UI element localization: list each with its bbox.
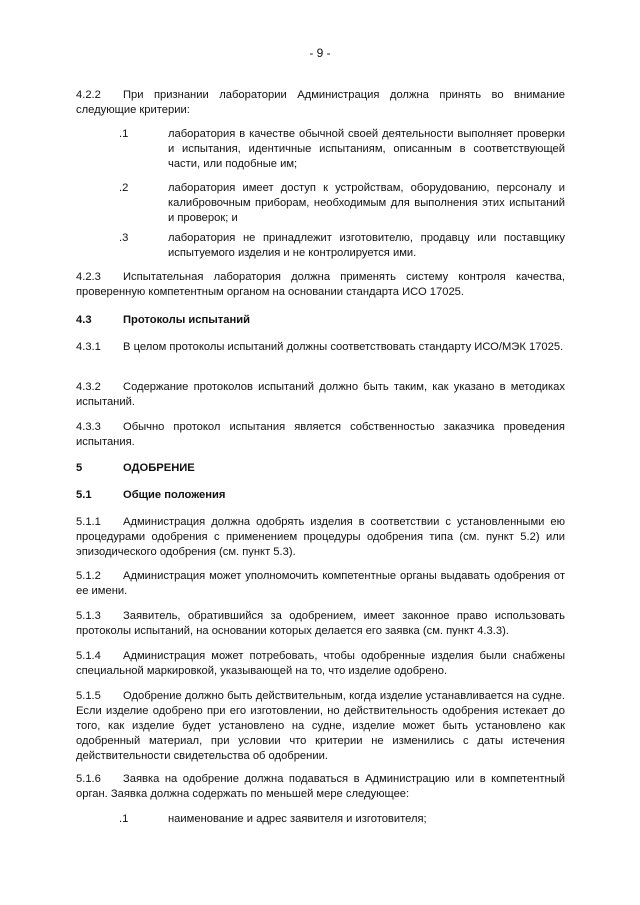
list-item: [119, 127, 565, 172]
paragraph-text: Заявка на одобрение должна подаваться в Администрацию или в компетентный орган. Заявка должна содержать по меньшей мере следующее:: [76, 773, 565, 800]
paragraph-number: 4.3.2: [76, 381, 101, 393]
heading-text: Протоколы испытаний: [123, 314, 250, 326]
paragraph-text: В целом протоколы испытаний должны соответствовать стандарту ИСО/МЭК 17025.: [123, 341, 564, 353]
paragraph-number: 5.1.5: [76, 690, 101, 702]
paragraph-5-1-5: [76, 689, 565, 764]
heading-number: 4.3: [76, 314, 92, 326]
paragraph-text: При признании лаборатории Администрация должна принять во внимание следующие критерии:: [76, 89, 565, 116]
paragraph-5-1-1: [76, 515, 565, 560]
paragraph-number: 4.3.3: [76, 421, 101, 433]
paragraph-text: Администрация должна одобрять изделия в соответствии с установленными ею процедурами одобрения с применением процедуры одобрения типа (см. пункт 5.2) или эпизодического одобрения (см. пункт 5.3).: [76, 516, 565, 558]
list-item-number: .2: [119, 182, 129, 194]
paragraph-5-1-6: [76, 772, 565, 802]
paragraph-text: Администрация может уполномочить компетентные органы выдавать одобрения от ее имени.: [76, 570, 565, 597]
paragraph-number: 4.3.1: [76, 341, 101, 353]
paragraph-text: Заявитель, обратившийся за одобрением, имеет законное право использовать протоколы испытаний, на основании которых делается его заявка (см. пункт 4.3.3).: [76, 610, 565, 637]
paragraph-4-2-3: [76, 270, 565, 300]
paragraph-number: 5.1.6: [76, 773, 101, 785]
list-item-text: лаборатория не принадлежит изготовителю, продавцу или поставщику испытуемого изделия и не контролируется ими.: [168, 232, 565, 259]
paragraph-number: 5.1.1: [76, 516, 101, 528]
list-item-number: .1: [119, 813, 129, 825]
list-item-number: .3: [119, 232, 129, 244]
list-item: [119, 181, 565, 226]
paragraph-text: Обычно протокол испытания является собственностью заказчика проведения испытания.: [76, 421, 565, 448]
paragraph-text: Администрация может потребовать, чтобы одобренные изделия были снабжены специальной маркировкой, указывающей на то, что изделие одобрено.: [76, 650, 565, 677]
paragraph-text: Содержание протоколов испытаний должно быть таким, как указано в методиках испытаний.: [76, 381, 565, 408]
paragraph-4-3-3: [76, 420, 565, 450]
paragraph-text: Испытательная лаборатория должна применять систему контроля качества, проверенную компетентным органом на основании стандарта ИСО 17025.: [76, 271, 565, 298]
heading-text: Общие положения: [123, 489, 226, 501]
section-heading-5: [76, 461, 565, 476]
heading-text: ОДОБРЕНИЕ: [123, 462, 195, 474]
heading-number: 5.1: [76, 489, 92, 501]
paragraph-5-1-4: [76, 649, 565, 679]
paragraph-text: Одобрение должно быть действительным, когда изделие устанавливается на судне. Если изделие одобрено при его изготовлении, но действительность одобрения истекает до того, как изделие будет установлено на судне, изделие может быть установлено как одобренный материал, при условии что критерии не изменились с даты истечения действительности свидетельства об одобрении.: [76, 690, 565, 762]
section-heading-5-1: [76, 488, 565, 503]
list-item-text: лаборатория имеет доступ к устройствам, оборудованию, персоналу и калибровочным приборам, необходимым для выполнения этих испытаний и проверок; и: [168, 182, 565, 224]
paragraph-number: 5.1.4: [76, 650, 101, 662]
paragraph-4-3-1: [76, 340, 565, 355]
paragraph-5-1-3: [76, 609, 565, 639]
page-number: - 9 -: [309, 46, 331, 60]
paragraph-4-3-2: [76, 380, 565, 410]
list-item: [119, 812, 565, 827]
paragraph-5-1-2: [76, 569, 565, 599]
list-item-text: лаборатория в качестве обычной своей деятельности выполняет проверки и испытания, идентичные испытаниям, описанным в соответствующей части, или подобные им;: [168, 128, 565, 170]
paragraph-number: 4.2.2: [76, 89, 101, 101]
heading-number: 5: [76, 462, 83, 474]
list-item-number: .1: [119, 128, 129, 140]
list-item-text: наименование и адрес заявителя и изготовителя;: [168, 813, 427, 825]
section-heading-4-3: [76, 313, 565, 328]
list-item: [119, 231, 565, 261]
paragraph-number: 5.1.3: [76, 610, 101, 622]
paragraph-number: 4.2.3: [76, 271, 101, 283]
paragraph-4-2-2: [76, 88, 565, 118]
paragraph-number: 5.1.2: [76, 570, 101, 582]
